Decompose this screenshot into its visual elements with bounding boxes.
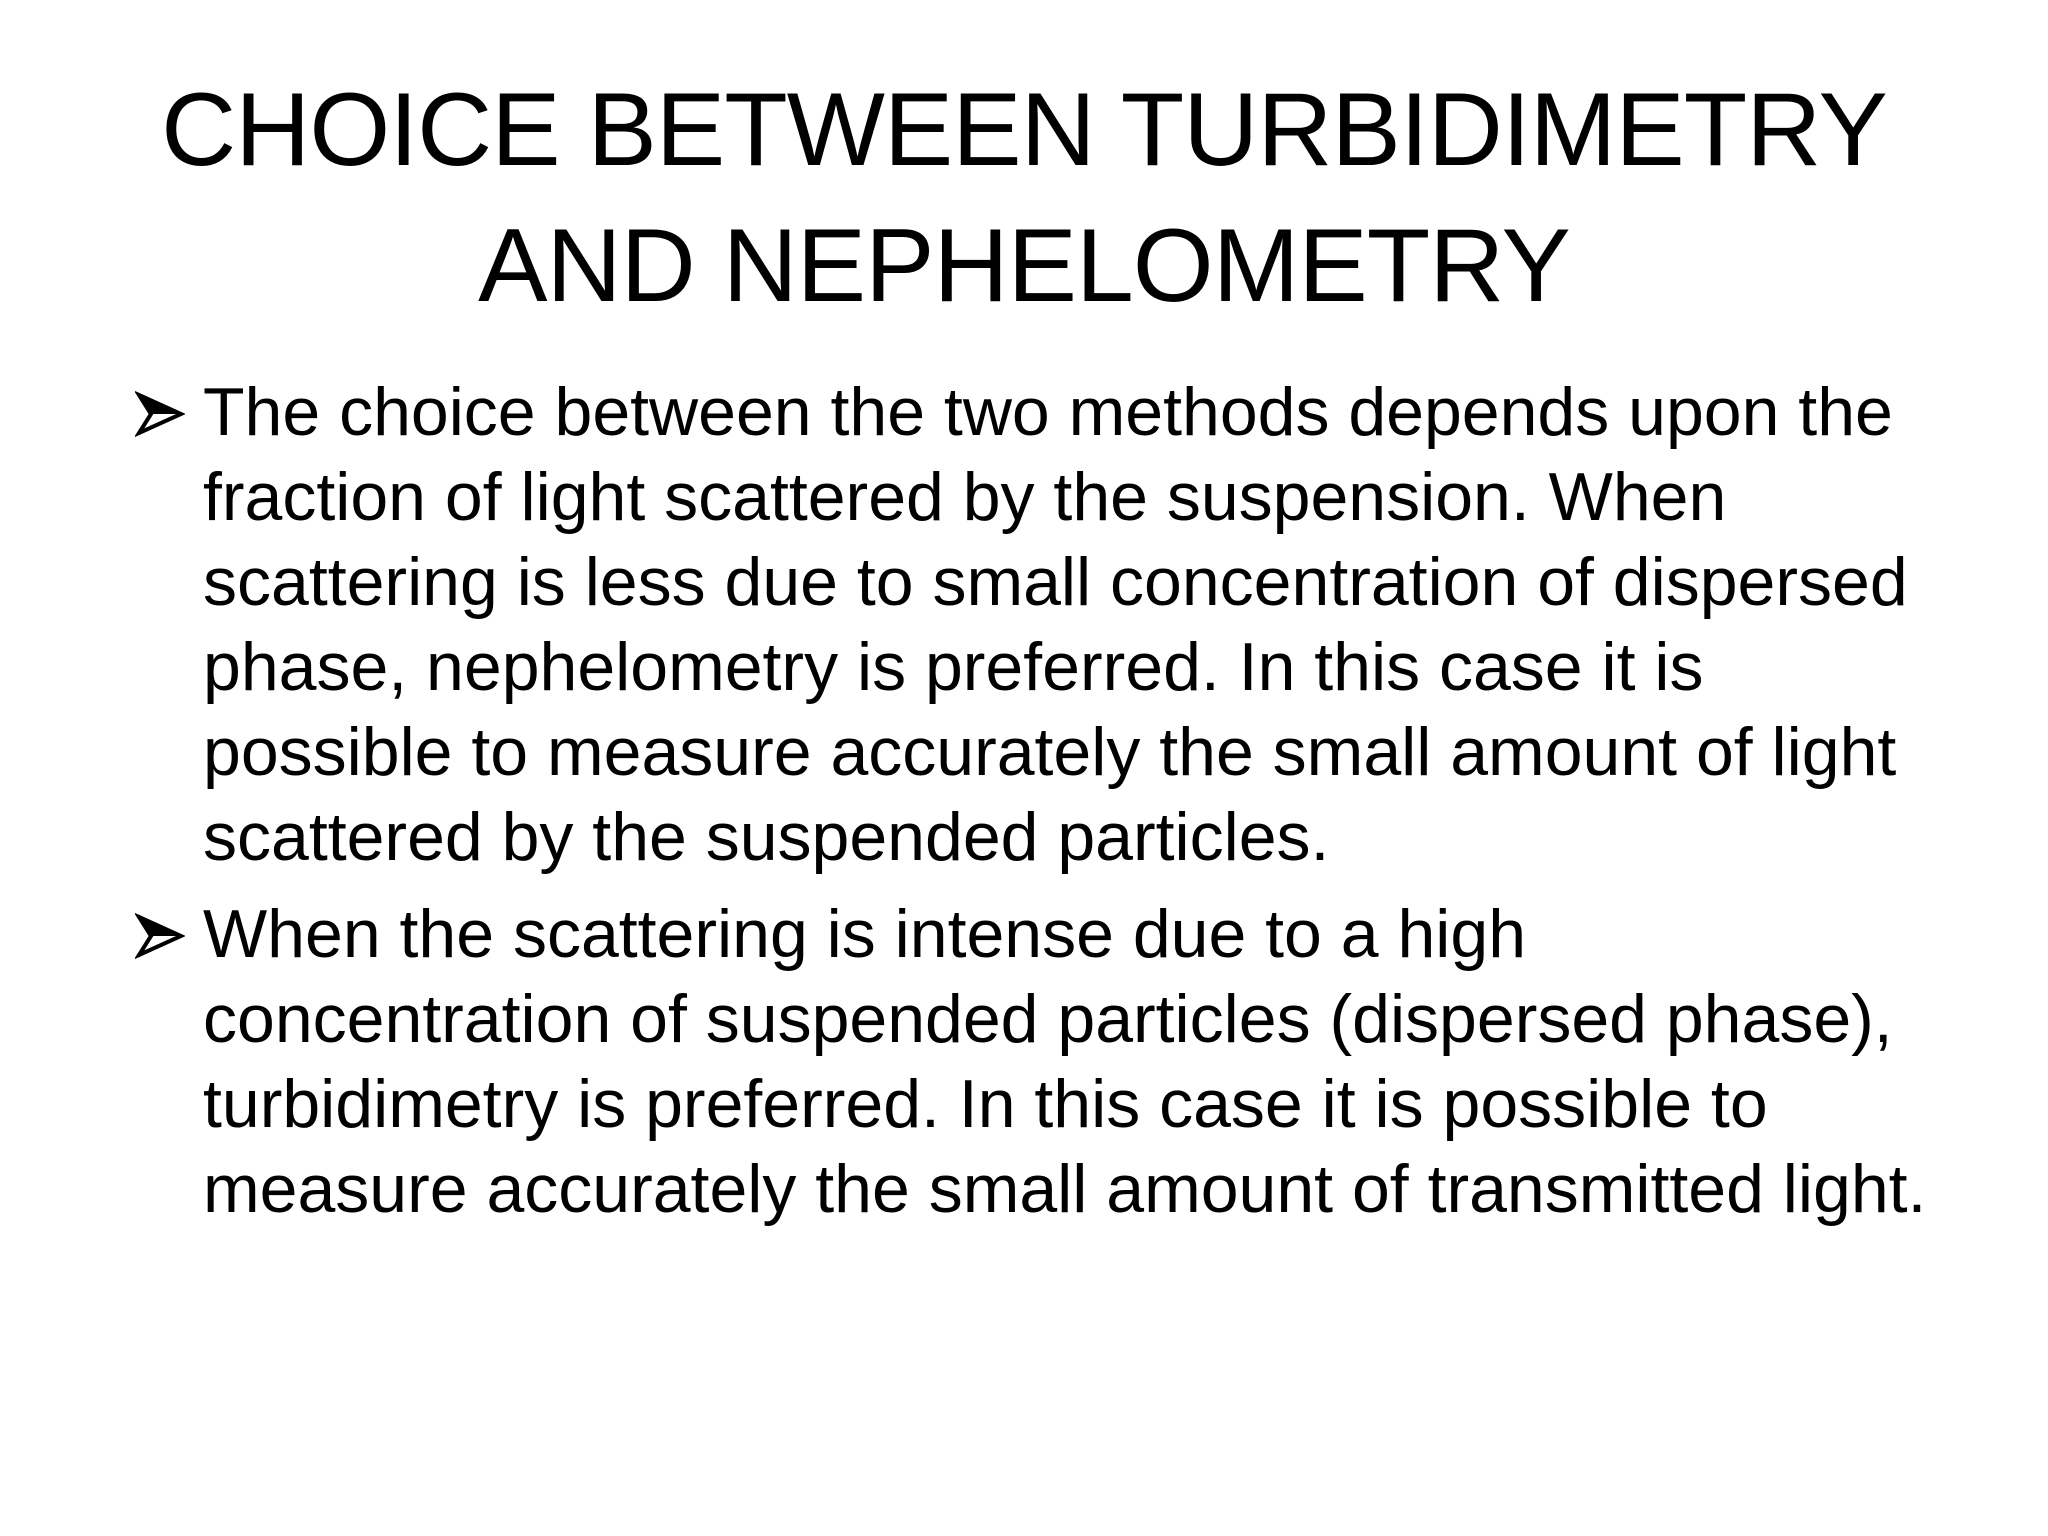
arrowhead-bullet-icon: [135, 912, 185, 960]
arrowhead-bullet-icon: [135, 390, 185, 438]
bullet-text: The choice between the two methods depends upon the fraction of light scattered by the suspension. When scattering is less due to small concentration of dispersed phase, nephelometry is preferred. In this case it is possible to measure accurately the small amount of light scattered by the suspended particles.: [203, 374, 1908, 875]
bullet-list: [135, 370, 1935, 1232]
slide-title: CHOICE BETWEEN TURBIDIMETRY AND NEPHELOMETRY: [161, 72, 1887, 324]
bullet-text: When the scattering is intense due to a high concentration of suspended particles (dispersed phase), turbidimetry is preferred. In this case it is possible to measure accurately the small amount of transmitted light.: [203, 896, 1927, 1227]
bullet-item: [135, 370, 1935, 880]
bullet-item: [135, 892, 1935, 1232]
